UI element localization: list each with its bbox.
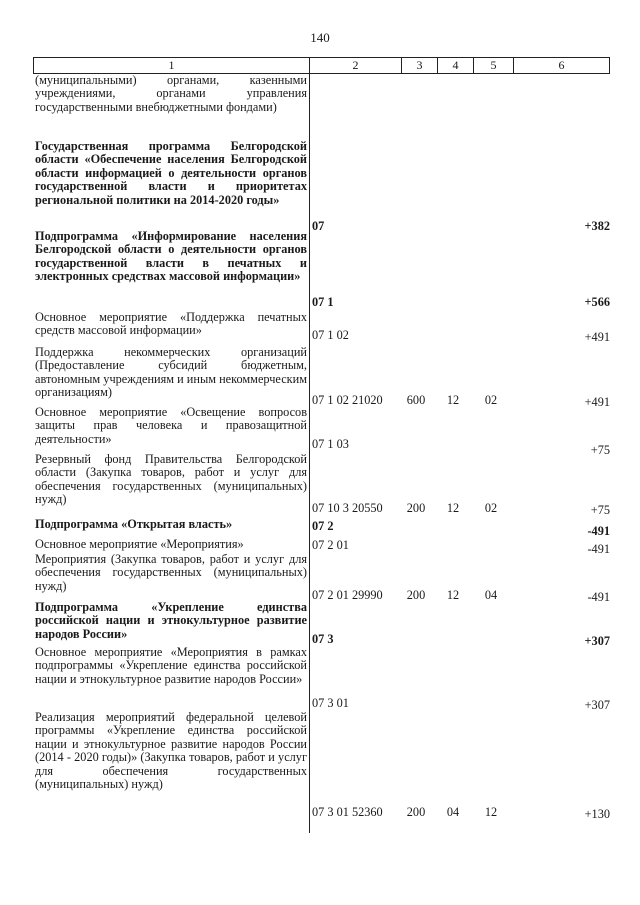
row-description: Подпрограмма «Информирование населения Белгородской области о деятельности органов государственной власти в печатных и электронных средствах массовой информации»	[35, 229, 307, 284]
row-description: Основное мероприятие «Мероприятия»	[35, 537, 244, 551]
row-code: 07 1 03	[312, 437, 349, 451]
row-amount: +307	[584, 698, 610, 712]
row-description: Поддержка некоммерческих организаций (Предоставление субсидий бюджетным, автономным учреждениям и иным некоммерческим организациям)	[35, 345, 307, 400]
row-description: Основное мероприятие «Освещение вопросов защиты прав человека и правозащитной деятельности»	[35, 405, 307, 446]
row-amount: +307	[584, 634, 610, 648]
header-col-1: 1	[34, 58, 310, 73]
row-code: 07 2 01 29990	[312, 588, 383, 602]
row-section: 12	[446, 393, 460, 407]
header-col-3: 3	[402, 58, 438, 73]
row-code: 07 3 01	[312, 696, 349, 710]
row-code: 07 1 02 21020	[312, 393, 383, 407]
row-amount: +75	[590, 503, 610, 517]
row-description: Мероприятия (Закупка товаров, работ и услуг для обеспечения государственных (муниципальных) нужд)	[35, 552, 307, 593]
row-section: 12	[446, 588, 460, 602]
row-section: 12	[446, 501, 460, 515]
row-description: Основное мероприятие «Мероприятия в рамках подпрограммы «Укрепление единства российской нации и этнокультурное развитие народов России»	[35, 645, 307, 686]
page-number: 140	[310, 30, 330, 45]
row-description: Реализация мероприятий федеральной целевой программы «Укрепление единства российской нации и этнокультурное развитие народов России (2014 - 2020 годы)» (Закупка товаров, работ и услуг для обеспечения государственных (муниципальных) нужд)	[35, 710, 307, 792]
column-divider	[309, 73, 310, 833]
row-description: Основное мероприятие «Поддержка печатных средств массовой информации»	[35, 310, 307, 338]
row-description: (муниципальными) органами, казенными учреждениями, органами управления государственными внебюджетными фондами)	[35, 73, 307, 114]
row-subsection: 12	[484, 805, 498, 819]
header-col-5: 5	[474, 58, 514, 73]
row-amount: +491	[584, 330, 610, 344]
row-code: 07 2 01	[312, 538, 349, 552]
row-code: 07 3 01 52360	[312, 805, 383, 819]
row-col3: 200	[406, 588, 426, 602]
row-amount: +382	[584, 219, 610, 233]
row-subsection: 02	[484, 393, 498, 407]
row-col3: 600	[406, 393, 426, 407]
header-col-4: 4	[438, 58, 474, 73]
row-subsection: 02	[484, 501, 498, 515]
table-header	[33, 57, 610, 74]
row-subsection: 04	[484, 588, 498, 602]
row-description: Государственная программа Белгородской области «Обеспечение населения Белгородской области информацией о деятельности органов государственной власти и приоритетах региональной политики на 2014-2020 годы»	[35, 139, 307, 207]
row-description: Подпрограмма «Открытая власть»	[35, 517, 233, 531]
row-amount: -491	[587, 524, 610, 538]
row-description: Подпрограмма «Укрепление единства российской нации и этнокультурное развитие народов России»	[35, 600, 307, 641]
row-code: 07 10 3 20550	[312, 501, 383, 515]
row-amount: +491	[584, 395, 610, 409]
row-col3: 200	[406, 501, 426, 515]
row-code: 07 1	[312, 295, 334, 309]
row-amount: +566	[584, 295, 610, 309]
row-amount: -491	[587, 590, 610, 604]
header-col-6: 6	[558, 58, 565, 72]
row-code: 07	[312, 219, 325, 233]
row-amount: -491	[587, 542, 610, 556]
row-col3: 200	[406, 805, 426, 819]
row-code: 07 3	[312, 632, 334, 646]
row-description: Резервный фонд Правительства Белгородской области (Закупка товаров, работ и услуг для обеспечения государственных (муниципальных) нужд)	[35, 452, 307, 507]
row-section: 04	[446, 805, 460, 819]
row-amount: +130	[584, 807, 610, 821]
row-code: 07 1 02	[312, 328, 349, 342]
header-col-2: 2	[310, 58, 402, 73]
row-amount: +75	[590, 443, 610, 457]
row-code: 07 2	[312, 519, 334, 533]
